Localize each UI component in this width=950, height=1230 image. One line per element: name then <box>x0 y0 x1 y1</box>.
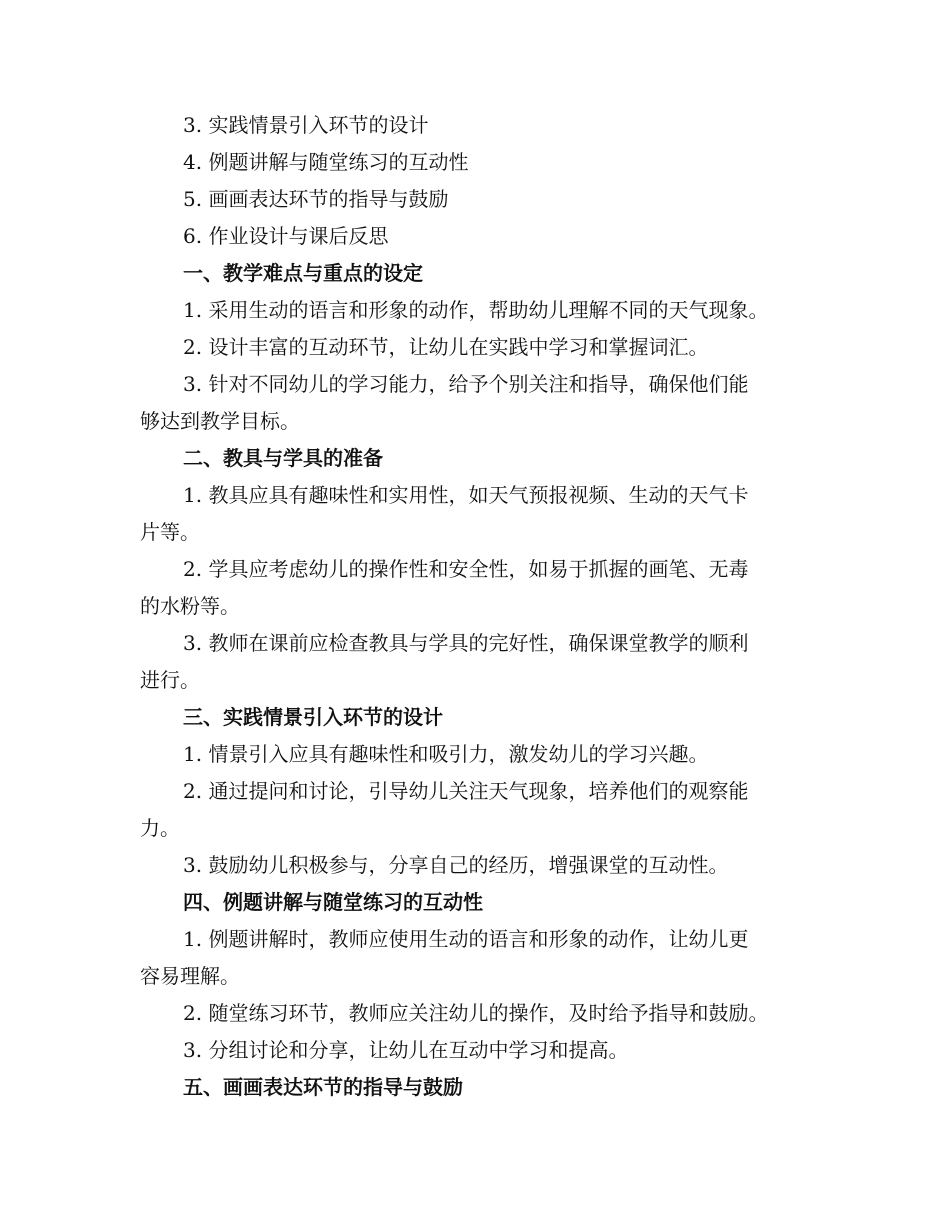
section-2-item-1: 1. 教具应具有趣味性和实用性，如天气预报视频、生动的天气卡 <box>183 483 749 507</box>
document-body <box>140 107 816 1106</box>
section-4-item-2: 2. 随堂练习环节，教师应关注幼儿的操作，及时给予指导和鼓励。 <box>183 1001 769 1025</box>
section-3-item-2: 2. 通过提问和讨论，引导幼儿关注天气现象，培养他们的观察能 <box>183 779 749 803</box>
section-4-item-3: 3. 分组讨论和分享，让幼儿在互动中学习和提高。 <box>183 1038 629 1062</box>
section-3-item-2-continued: 力。 <box>140 816 180 840</box>
section-heading-2: 二、教具与学具的准备 <box>183 446 383 470</box>
section-1-item-2: 2. 设计丰富的互动环节，让幼儿在实践中学习和掌握词汇。 <box>183 335 709 359</box>
outline-item-3: 3. 实践情景引入环节的设计 <box>183 113 429 137</box>
section-2-item-1-continued: 片等。 <box>140 520 200 544</box>
section-2-item-2: 2. 学具应考虑幼儿的操作性和安全性，如易于抓握的画笔、无毒 <box>183 557 749 581</box>
section-4-item-1-continued: 容易理解。 <box>140 964 240 988</box>
outline-item-4: 4. 例题讲解与随堂练习的互动性 <box>183 150 469 174</box>
section-2-item-3-continued: 进行。 <box>140 668 200 692</box>
section-3-item-1: 1. 情景引入应具有趣味性和吸引力，激发幼儿的学习兴趣。 <box>183 742 709 766</box>
section-heading-3: 三、实践情景引入环节的设计 <box>183 705 443 729</box>
section-1-item-3: 3. 针对不同幼儿的学习能力，给予个别关注和指导，确保他们能 <box>183 372 749 396</box>
outline-item-5: 5. 画画表达环节的指导与鼓励 <box>183 187 449 211</box>
section-4-item-1: 1. 例题讲解时，教师应使用生动的语言和形象的动作，让幼儿更 <box>183 927 749 951</box>
outline-item-6: 6. 作业设计与课后反思 <box>183 224 389 248</box>
section-heading-1: 一、教学难点与重点的设定 <box>183 261 423 285</box>
section-1-item-3-continued: 够达到教学目标。 <box>140 409 300 433</box>
section-2-item-3: 3. 教师在课前应检查教具与学具的完好性，确保课堂教学的顺利 <box>183 631 749 655</box>
section-1-item-1: 1. 采用生动的语言和形象的动作，帮助幼儿理解不同的天气现象。 <box>183 298 769 322</box>
section-heading-4: 四、例题讲解与随堂练习的互动性 <box>183 890 483 914</box>
section-3-item-3: 3. 鼓励幼儿积极参与，分享自己的经历，增强课堂的互动性。 <box>183 853 729 877</box>
section-heading-5: 五、画画表达环节的指导与鼓励 <box>183 1075 463 1099</box>
section-2-item-2-continued: 的水粉等。 <box>140 594 240 618</box>
